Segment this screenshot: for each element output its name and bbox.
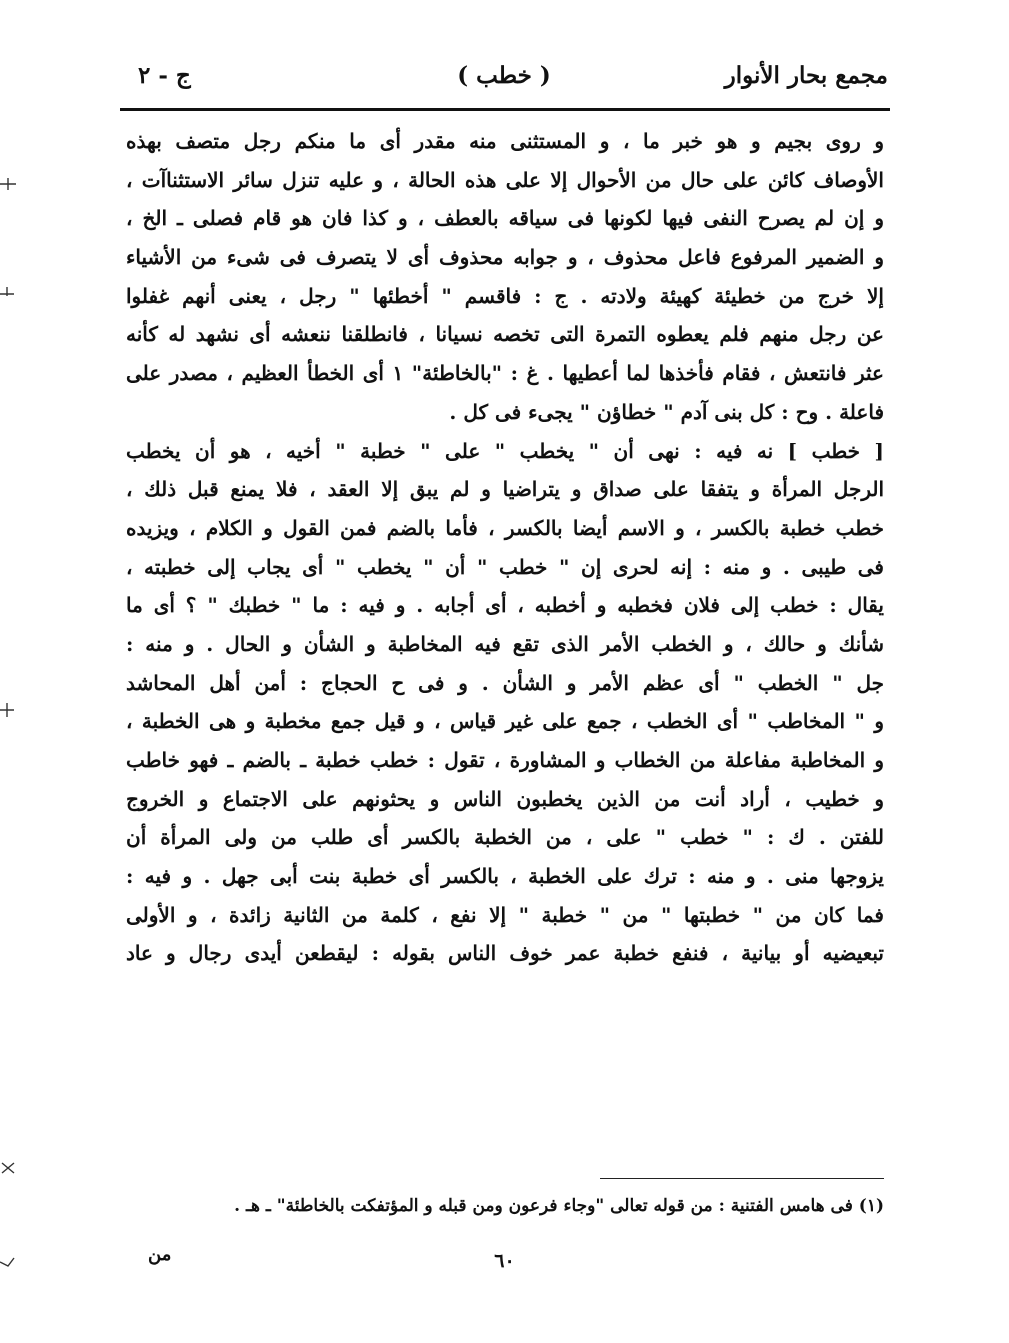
text-line: يقال : خطب إلى فلان فخطبه و أخطبه ، أى أجابه . و فيه : ما " خطبك " ؟ أى ما [126,593,884,618]
running-header [120,62,888,98]
text-line: و خطيب ، أراد أنت من الذين يخطبون الناس و يحثونهم على الاجتماع و الخروج [126,786,884,811]
text-line: يزوجها منى . و منه : ترك على الخطبة ، بالكسر أى خطبة بنت أبى جهل . و فيه : [126,864,884,889]
text-line: عثر فانتعش ، فقام فأخذها لما أعطيها . غ : "بالخاطئة" ١ أى الخطأ العظيم ، مصدر على [126,361,884,386]
registration-mark-icon [0,1160,16,1176]
text-line: إلا خرج من خطيئة كهيئة ولادته . ج : فاقسم " أخطئها " رجل ، يعنى أنهم غفلوا [126,283,884,308]
text-line: تبعيضيه أو بيانية ، فنفع خطبة عمر خوف الناس بقوله : ليقطعن أيدى رجال و عاد [126,941,884,966]
entry-word: ( خطب ) [457,62,551,89]
header-rule [120,108,890,111]
text-line: [ خطب ] نه فيه : نهى أن " يخطب " على " خطبة " أخيه ، هو أن يخطب [126,438,884,463]
text-line: و الضمير المرفوع فاعل محذوف ، و جوابه محذوف أى لا يتصرف فى شىء من الأشياء [126,245,884,270]
registration-mark-icon [0,702,16,718]
text-line: للفتن . ك : " خطب " على ، من الخطبة بالكسر أى طلب من ولى المرأة أن [126,825,884,850]
registration-mark-icon [0,1256,16,1272]
body-text [126,122,884,973]
page-number: ٦٠ [494,1250,515,1272]
volume-number: ج - ٢ [138,62,191,89]
text-line: الرجل المرأة و يتفقا على صداق و يتراضيا و لم يبق إلا العقد ، فلا يمنع قبل ذلك ، [126,477,884,502]
registration-mark-icon [0,284,16,300]
footnote: (١) فى هامس الفتنية : من قوله تعالى "وجاء فرعون ومن قبله و المؤتفكت بالخاطئة" ـ هـ . [234,1196,884,1216]
catchword: من [148,1244,172,1265]
text-line: عن رجل منهم فلم يعطوه التمرة التى تخصه نسيانا ، فانطلقنا ننعشه أى نشهد له كأنه [126,322,884,347]
text-line: الأوصاف كائن على حال من الأحوال إلا على هذه الحالة ، و عليه تنزل سائر الاستثناآت ، [126,167,884,192]
book-title: مجمع بحار الأنوار [724,62,888,89]
text-line: شأنك و حالك ، و الخطب الأمر الذى تقع فيه المخاطبة و الشأن و الحال . و منه : [126,631,884,656]
text-line: فاعلة . وح : كل بنى آدم " خطاؤن " يجىء فى كل . [449,399,884,424]
text-line: و إن لم يصرح النفى فيها لكونها فى سياقه بالعطف ، و كذا فان هو قام فصلى ـ الخ ، [126,206,884,231]
text-line: فى طيبى . و منه : إنه لحرى إن " خطب " أن " يخطب " أى يجاب إلى خطبته ، [126,554,884,579]
text-line: و المخاطبة مفاعلة من الخطاب و المشاورة ، تقول : خطب خطبة ـ بالضم ـ فهو خاطب [126,748,884,772]
text-line: جل " الخطب " أى عظم الأمر و الشأن . و فى ح الحجاج : أمن أهل المحاشد [126,670,884,695]
text-line: خطب خطبة بالكسر ، و الاسم أيضا بالكسر ، فأما بالضم فمن القول و الكلام ، ويزيده [126,515,884,540]
registration-mark-icon [0,176,16,192]
footnote-rule [600,1178,884,1179]
text-line: فما كان من " خطبتها " من " خطبة " إلا نفع ، كلمة من الثانية زائدة ، و الأولى [126,902,884,927]
text-line: و روى بجيم و هو خبر ما ، و المستثنى منه مقدر أى ما منكم رجل متصف بهذه [126,129,884,153]
text-line: و " المخاطب " أى الخطب ، جمع على غير قياس ، و قيل جمع مخطبة و هى الخطبة ، [126,709,884,734]
